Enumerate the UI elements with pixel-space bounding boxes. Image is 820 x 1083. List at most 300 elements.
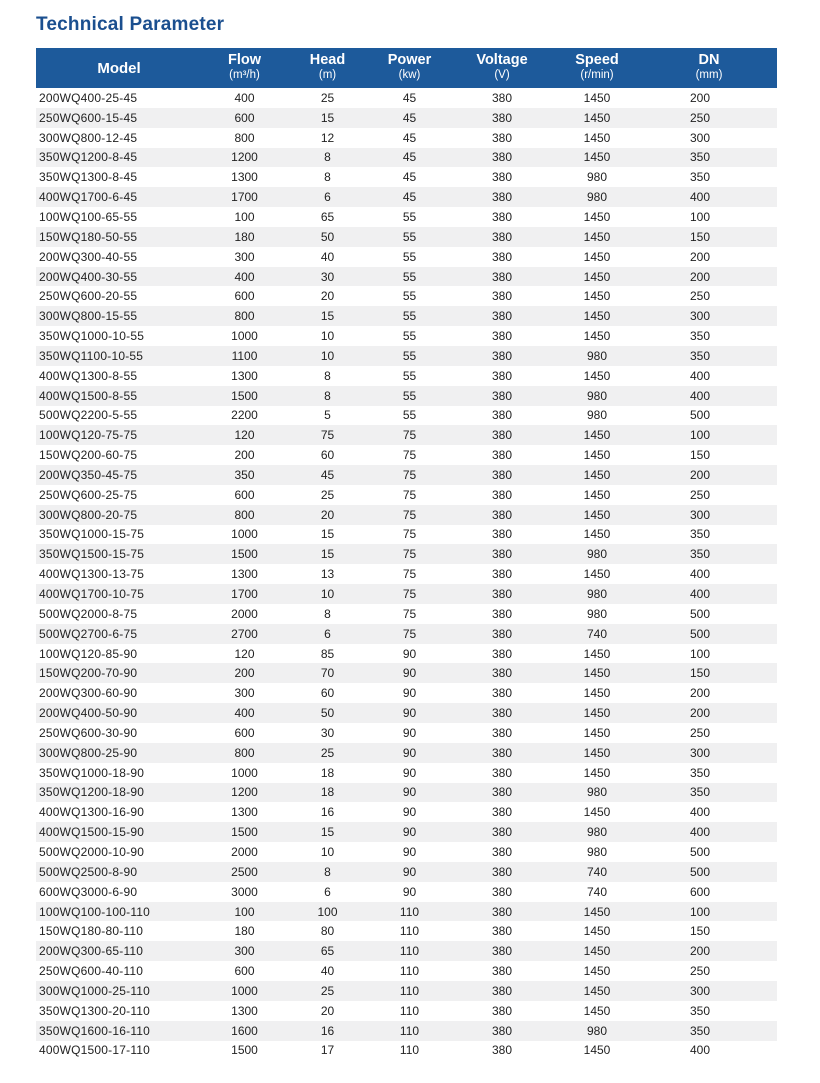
- flow-cell: 600: [234, 487, 255, 502]
- dn-cell: 350: [689, 527, 711, 542]
- speed-cell: 1450: [583, 269, 611, 284]
- dn-cell: 500: [689, 606, 711, 621]
- table-row: [36, 267, 777, 287]
- table-row: [36, 88, 777, 108]
- head-cell: 10: [320, 329, 335, 344]
- speed-cell: 1450: [583, 150, 611, 165]
- table-row: [36, 882, 777, 902]
- dn-cell: 500: [689, 408, 711, 423]
- voltage-cell: 380: [491, 547, 513, 562]
- model-cell: 300WQ1000-25-110: [39, 983, 151, 998]
- head-cell: 16: [320, 805, 335, 820]
- voltage-cell: 380: [491, 884, 513, 899]
- voltage-cell: 380: [491, 209, 513, 224]
- head-cell: 20: [320, 1003, 335, 1018]
- power-cell: 45: [402, 110, 417, 125]
- power-cell: 75: [402, 587, 417, 602]
- table-row: [36, 644, 777, 664]
- power-cell: 110: [399, 924, 420, 939]
- dn-cell: 200: [689, 90, 711, 105]
- table-row: [36, 783, 777, 803]
- head-cell: 15: [320, 110, 335, 125]
- power-cell: 110: [399, 964, 420, 979]
- voltage-cell: 380: [491, 805, 513, 820]
- head-cell: 25: [320, 983, 335, 998]
- power-cell: 90: [402, 785, 417, 800]
- speed-cell: 980: [586, 785, 608, 800]
- flow-cell: 1000: [231, 329, 258, 344]
- voltage-cell: 380: [491, 229, 513, 244]
- model-cell: 400WQ1500-15-90: [39, 825, 145, 840]
- flow-cell: 1300: [231, 170, 258, 185]
- flow-cell: 2000: [231, 606, 258, 621]
- flow-cell: 1000: [231, 527, 258, 542]
- column-header-unit: (m³/h): [229, 69, 260, 81]
- table-row: [36, 187, 777, 207]
- speed-cell: 1450: [583, 527, 611, 542]
- table-row: [36, 743, 777, 763]
- head-cell: 15: [320, 825, 335, 840]
- power-cell: 90: [402, 805, 417, 820]
- speed-cell: 1450: [583, 983, 611, 998]
- dn-cell: 400: [689, 587, 711, 602]
- column-header-flow: [202, 48, 287, 88]
- model-cell: 400WQ1300-16-90: [39, 805, 145, 820]
- table-row: [36, 822, 777, 842]
- voltage-cell: 380: [491, 567, 513, 582]
- column-header-unit: (kw): [398, 69, 421, 81]
- head-cell: 8: [324, 150, 331, 165]
- header-row: [36, 48, 777, 88]
- speed-cell: 740: [586, 626, 608, 641]
- dn-cell: 150: [689, 924, 711, 939]
- speed-cell: 1450: [583, 229, 611, 244]
- head-cell: 75: [320, 428, 335, 443]
- flow-cell: 600: [234, 110, 255, 125]
- model-cell: 350WQ1000-10-55: [39, 329, 145, 344]
- head-cell: 12: [320, 130, 335, 145]
- table-row: [36, 902, 777, 922]
- model-cell: 300WQ800-15-55: [39, 309, 138, 324]
- model-cell: 500WQ2000-8-75: [39, 606, 138, 621]
- flow-cell: 400: [234, 706, 255, 721]
- flow-cell: 1300: [231, 368, 258, 383]
- table-row: [36, 207, 777, 227]
- power-cell: 75: [402, 467, 417, 482]
- table-row: [36, 167, 777, 187]
- power-cell: 75: [402, 606, 417, 621]
- dn-cell: 100: [689, 209, 711, 224]
- dn-cell: 100: [689, 428, 711, 443]
- flow-cell: 1500: [231, 1043, 258, 1058]
- table-row: [36, 465, 777, 485]
- voltage-cell: 380: [491, 269, 513, 284]
- dn-cell: 350: [689, 1003, 711, 1018]
- speed-cell: 1450: [583, 1003, 611, 1018]
- table-row: [36, 346, 777, 366]
- head-cell: 50: [320, 706, 335, 721]
- power-cell: 90: [402, 666, 417, 681]
- table-row: [36, 1041, 777, 1061]
- column-header-label: Flow: [227, 52, 262, 68]
- model-cell: 400WQ1700-10-75: [39, 587, 145, 602]
- flow-cell: 800: [234, 309, 255, 324]
- voltage-cell: 380: [491, 904, 513, 919]
- table-row: [36, 227, 777, 247]
- dn-cell: 400: [689, 1043, 711, 1058]
- model-cell: 250WQ600-30-90: [39, 725, 138, 740]
- voltage-cell: 380: [491, 150, 513, 165]
- dn-cell: 350: [689, 348, 711, 363]
- voltage-cell: 380: [491, 110, 513, 125]
- head-cell: 25: [320, 487, 335, 502]
- flow-cell: 600: [234, 725, 255, 740]
- power-cell: 90: [402, 706, 417, 721]
- head-cell: 8: [324, 864, 331, 879]
- power-cell: 110: [399, 1043, 420, 1058]
- speed-cell: 980: [586, 348, 608, 363]
- head-cell: 18: [320, 765, 335, 780]
- power-cell: 110: [399, 1003, 420, 1018]
- speed-cell: 1450: [583, 567, 611, 582]
- power-cell: 75: [402, 547, 417, 562]
- table-row: [36, 485, 777, 505]
- voltage-cell: 380: [491, 666, 513, 681]
- head-cell: 13: [320, 567, 335, 582]
- page-title: Technical Parameter: [36, 14, 225, 35]
- flow-cell: 200: [234, 448, 255, 463]
- dn-cell: 300: [689, 507, 711, 522]
- dn-cell: 150: [689, 666, 711, 681]
- model-cell: 200WQ300-60-90: [39, 686, 138, 701]
- table-row: [36, 604, 777, 624]
- dn-cell: 200: [689, 944, 711, 959]
- power-cell: 75: [402, 527, 417, 542]
- dn-cell: 100: [689, 904, 711, 919]
- speed-cell: 1450: [583, 448, 611, 463]
- model-cell: 250WQ600-40-110: [39, 964, 144, 979]
- power-cell: 75: [402, 626, 417, 641]
- speed-cell: 980: [586, 190, 608, 205]
- table-row: [36, 406, 777, 426]
- dn-cell: 400: [689, 567, 711, 582]
- dn-cell: 150: [689, 448, 711, 463]
- head-cell: 10: [320, 587, 335, 602]
- voltage-cell: 380: [491, 428, 513, 443]
- model-cell: 350WQ1100-10-55: [39, 348, 144, 363]
- flow-cell: 1500: [231, 388, 258, 403]
- dn-cell: 350: [689, 765, 711, 780]
- head-cell: 8: [324, 606, 331, 621]
- head-cell: 15: [320, 527, 335, 542]
- speed-cell: 1450: [583, 666, 611, 681]
- power-cell: 55: [402, 249, 417, 264]
- dn-cell: 250: [689, 487, 711, 502]
- flow-cell: 800: [234, 507, 255, 522]
- speed-cell: 1450: [583, 209, 611, 224]
- model-cell: 100WQ120-85-90: [39, 646, 138, 661]
- speed-cell: 1450: [583, 110, 611, 125]
- flow-cell: 400: [234, 90, 255, 105]
- speed-cell: 1450: [583, 765, 611, 780]
- model-cell: 200WQ400-25-45: [39, 90, 138, 105]
- head-cell: 10: [320, 844, 335, 859]
- model-cell: 400WQ1500-8-55: [39, 388, 138, 403]
- model-cell: 350WQ1000-15-75: [39, 527, 145, 542]
- voltage-cell: 380: [491, 190, 513, 205]
- speed-cell: 1450: [583, 706, 611, 721]
- voltage-cell: 380: [491, 249, 513, 264]
- model-cell: 500WQ2200-5-55: [39, 408, 138, 423]
- dn-cell: 200: [689, 686, 711, 701]
- flow-cell: 1700: [231, 587, 258, 602]
- table-row: [36, 445, 777, 465]
- column-header-unit: (m): [318, 69, 337, 81]
- power-cell: 45: [402, 130, 417, 145]
- voltage-cell: 380: [491, 1003, 513, 1018]
- speed-cell: 1450: [583, 725, 611, 740]
- dn-cell: 300: [689, 745, 711, 760]
- dn-cell: 400: [689, 825, 711, 840]
- flow-cell: 1300: [231, 1003, 258, 1018]
- speed-cell: 1450: [583, 1043, 611, 1058]
- flow-cell: 300: [234, 249, 255, 264]
- column-header-label: DN: [698, 52, 720, 68]
- speed-cell: 1450: [583, 805, 611, 820]
- power-cell: 55: [402, 368, 417, 383]
- flow-cell: 1600: [231, 1023, 258, 1038]
- power-cell: 45: [402, 90, 417, 105]
- flow-cell: 1500: [231, 547, 258, 562]
- model-cell: 150WQ180-80-110: [39, 924, 144, 939]
- voltage-cell: 380: [491, 507, 513, 522]
- voltage-cell: 380: [491, 606, 513, 621]
- speed-cell: 980: [586, 1023, 608, 1038]
- column-header-label: Voltage: [476, 52, 528, 68]
- power-cell: 110: [399, 944, 420, 959]
- voltage-cell: 380: [491, 785, 513, 800]
- table-row: [36, 306, 777, 326]
- voltage-cell: 380: [491, 924, 513, 939]
- voltage-cell: 380: [491, 130, 513, 145]
- dn-cell: 350: [689, 329, 711, 344]
- head-cell: 40: [320, 249, 335, 264]
- dn-cell: 500: [689, 844, 711, 859]
- head-cell: 5: [324, 408, 331, 423]
- dn-cell: 250: [689, 725, 711, 740]
- speed-cell: 980: [586, 606, 608, 621]
- voltage-cell: 380: [491, 408, 513, 423]
- head-cell: 8: [324, 388, 331, 403]
- voltage-cell: 380: [491, 289, 513, 304]
- table-row: [36, 683, 777, 703]
- speed-cell: 1450: [583, 904, 611, 919]
- speed-cell: 980: [586, 408, 608, 423]
- speed-cell: 1450: [583, 130, 611, 145]
- flow-cell: 800: [234, 745, 255, 760]
- power-cell: 55: [402, 269, 417, 284]
- dn-cell: 200: [689, 269, 711, 284]
- flow-cell: 100: [234, 904, 255, 919]
- model-cell: 100WQ120-75-75: [39, 428, 138, 443]
- flow-cell: 2500: [231, 864, 258, 879]
- speed-cell: 980: [586, 825, 608, 840]
- voltage-cell: 380: [491, 646, 513, 661]
- table-row: [36, 981, 777, 1001]
- model-cell: 200WQ400-30-55: [39, 269, 138, 284]
- power-cell: 55: [402, 209, 417, 224]
- voltage-cell: 380: [491, 1023, 513, 1038]
- voltage-cell: 380: [491, 388, 513, 403]
- speed-cell: 1450: [583, 487, 611, 502]
- power-cell: 75: [402, 448, 417, 463]
- table-body: [36, 88, 777, 1060]
- voltage-cell: 380: [491, 626, 513, 641]
- head-cell: 60: [320, 448, 335, 463]
- power-cell: 55: [402, 348, 417, 363]
- column-header-label: Head: [309, 52, 346, 68]
- speed-cell: 1450: [583, 289, 611, 304]
- speed-cell: 1450: [583, 368, 611, 383]
- table-row: [36, 624, 777, 644]
- column-header-label: Speed: [575, 52, 619, 68]
- power-cell: 55: [402, 289, 417, 304]
- model-cell: 200WQ350-45-75: [39, 467, 138, 482]
- speed-cell: 1450: [583, 964, 611, 979]
- dn-cell: 200: [689, 706, 711, 721]
- table-row: [36, 663, 777, 683]
- model-cell: 400WQ1300-8-55: [39, 368, 138, 383]
- model-cell: 350WQ1300-8-45: [39, 170, 138, 185]
- column-header-unit: (r/min): [580, 69, 614, 81]
- flow-cell: 180: [234, 229, 255, 244]
- model-cell: 400WQ1300-13-75: [39, 567, 145, 582]
- dn-cell: 150: [689, 229, 711, 244]
- model-cell: 250WQ600-25-75: [39, 487, 138, 502]
- head-cell: 45: [320, 467, 335, 482]
- flow-cell: 1200: [231, 785, 258, 800]
- flow-cell: 1500: [231, 825, 258, 840]
- table-row: [36, 525, 777, 545]
- model-cell: 600WQ3000-6-90: [39, 884, 138, 899]
- table-row: [36, 128, 777, 148]
- power-cell: 90: [402, 646, 417, 661]
- model-cell: 350WQ1200-18-90: [39, 785, 145, 800]
- speed-cell: 1450: [583, 646, 611, 661]
- speed-cell: 980: [586, 388, 608, 403]
- power-cell: 90: [402, 864, 417, 879]
- speed-cell: 1450: [583, 467, 611, 482]
- dn-cell: 500: [689, 626, 711, 641]
- power-cell: 90: [402, 725, 417, 740]
- column-header-voltage: [451, 48, 553, 88]
- head-cell: 65: [320, 944, 335, 959]
- speed-cell: 980: [586, 844, 608, 859]
- flow-cell: 1000: [231, 765, 258, 780]
- table-row: [36, 544, 777, 564]
- speed-cell: 980: [586, 170, 608, 185]
- head-cell: 65: [320, 209, 335, 224]
- voltage-cell: 380: [491, 844, 513, 859]
- voltage-cell: 380: [491, 170, 513, 185]
- flow-cell: 200: [234, 666, 255, 681]
- power-cell: 110: [399, 983, 420, 998]
- power-cell: 90: [402, 825, 417, 840]
- table-row: [36, 763, 777, 783]
- head-cell: 6: [324, 626, 331, 641]
- head-cell: 50: [320, 229, 335, 244]
- power-cell: 75: [402, 428, 417, 443]
- speed-cell: 1450: [583, 249, 611, 264]
- table-row: [36, 921, 777, 941]
- model-cell: 150WQ200-70-90: [39, 666, 138, 681]
- head-cell: 15: [320, 309, 335, 324]
- flow-cell: 1100: [231, 348, 258, 363]
- voltage-cell: 380: [491, 864, 513, 879]
- flow-cell: 2000: [231, 844, 258, 859]
- column-header-label: Power: [387, 52, 432, 68]
- speed-cell: 1450: [583, 686, 611, 701]
- column-header-label: Model: [97, 59, 141, 77]
- flow-cell: 1300: [231, 567, 258, 582]
- table-row: [36, 1001, 777, 1021]
- model-cell: 100WQ100-100-110: [39, 904, 151, 919]
- power-cell: 90: [402, 884, 417, 899]
- dn-cell: 300: [689, 309, 711, 324]
- technical-parameter-table: [36, 48, 777, 1060]
- voltage-cell: 380: [491, 448, 513, 463]
- head-cell: 17: [320, 1043, 335, 1058]
- flow-cell: 800: [234, 130, 255, 145]
- power-cell: 55: [402, 408, 417, 423]
- table-row: [36, 148, 777, 168]
- dn-cell: 250: [689, 289, 711, 304]
- table-row: [36, 564, 777, 584]
- table-row: [36, 505, 777, 525]
- table-row: [36, 247, 777, 267]
- model-cell: 350WQ1200-8-45: [39, 150, 138, 165]
- table-row: [36, 842, 777, 862]
- speed-cell: 1450: [583, 428, 611, 443]
- speed-cell: 1450: [583, 90, 611, 105]
- speed-cell: 1450: [583, 309, 611, 324]
- column-header-power: [368, 48, 451, 88]
- voltage-cell: 380: [491, 467, 513, 482]
- voltage-cell: 380: [491, 725, 513, 740]
- voltage-cell: 380: [491, 706, 513, 721]
- dn-cell: 350: [689, 170, 711, 185]
- head-cell: 20: [320, 289, 335, 304]
- model-cell: 350WQ1600-16-110: [39, 1023, 151, 1038]
- voltage-cell: 380: [491, 90, 513, 105]
- voltage-cell: 380: [491, 765, 513, 780]
- head-cell: 70: [320, 666, 335, 681]
- voltage-cell: 380: [491, 587, 513, 602]
- flow-cell: 180: [234, 924, 255, 939]
- table-row: [36, 425, 777, 445]
- column-header-dn: [641, 48, 777, 88]
- table-row: [36, 723, 777, 743]
- model-cell: 200WQ300-40-55: [39, 249, 138, 264]
- table-row: [36, 802, 777, 822]
- speed-cell: 1450: [583, 745, 611, 760]
- flow-cell: 400: [234, 269, 255, 284]
- head-cell: 85: [320, 646, 335, 661]
- power-cell: 55: [402, 309, 417, 324]
- model-cell: 300WQ800-20-75: [39, 507, 138, 522]
- head-cell: 20: [320, 507, 335, 522]
- table-header: [36, 48, 777, 88]
